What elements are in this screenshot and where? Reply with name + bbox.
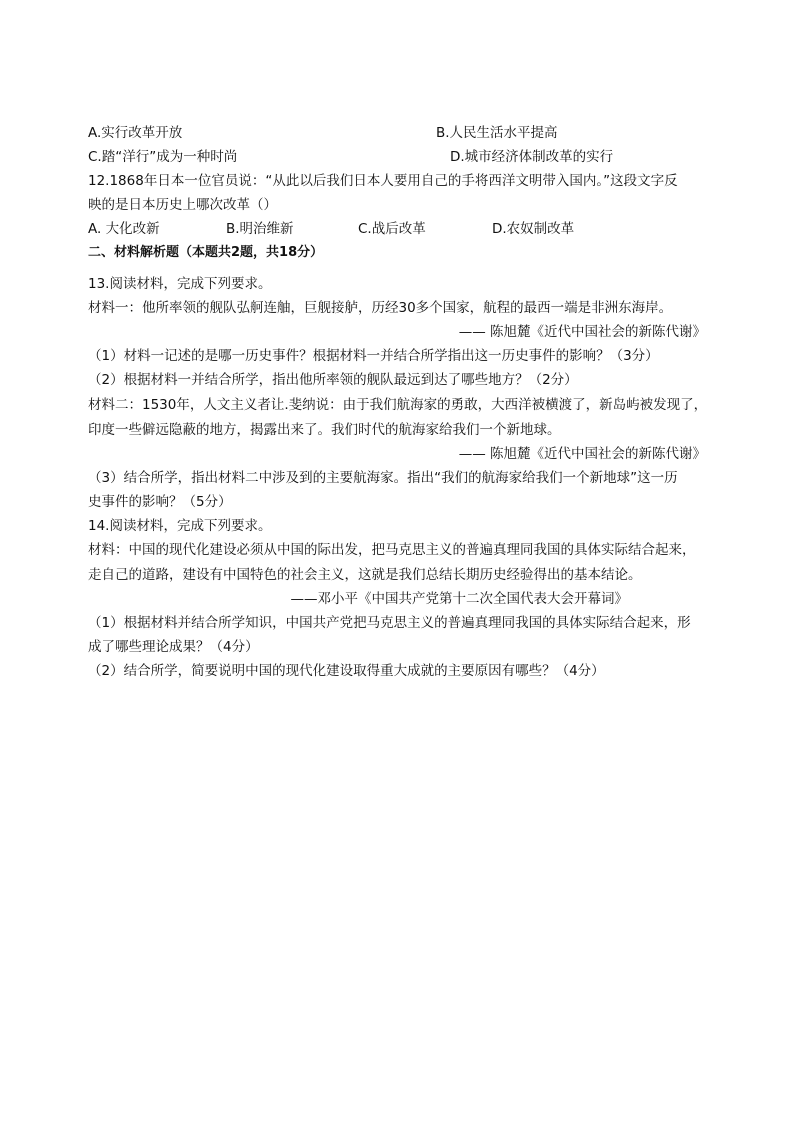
q13-intro: 13.阅读材料，完成下列要求。 [88,276,272,292]
q11-option-a: A.实行改革开放 [88,125,183,141]
q14-material-line1: 材料：中国的现代化建设必须从中国的际出发，把马克思主义的普遍真理同我国的具体实际结合起来， [88,542,696,558]
q13-source2: —— 陈旭麓《近代中国社会的新陈代谢》 [458,446,706,462]
q12-stem-line1: 12.1868年日本一位官员说：“从此以后我们日本人要用自己的手将西洋文明带入国内。”这段文字反 [88,173,678,189]
q12-option-c: C.战后改革 [358,221,426,237]
q14-subquestion1-line1: （1）根据材料并结合所学知识，中国共产党把马克思主义的普遍真理同我国的具体实际结合起来，形 [88,615,691,631]
q12-option-b: B.明治维新 [226,221,294,237]
q14-source: ——邓小平《中国共产党第十二次全国代表大会开幕词》 [290,591,628,607]
q13-material2-line1: 材料二：1530年，人文主义者让.斐纳说：由于我们航海家的勇敢，大西洋被横渡了，新岛屿被发现了， [88,397,708,413]
q14-subquestion2: （2）结合所学，简要说明中国的现代化建设取得重大成就的主要原因有哪些？（4分） [88,663,605,679]
q13-subquestion1: （1）材料一记述的是哪一历史事件？根据材料一并结合所学指出这一历史事件的影响？（3分） [88,348,659,364]
q13-source1: —— 陈旭麓《近代中国社会的新陈代谢》 [458,324,706,340]
q12-option-d: D.农奴制改革 [492,221,575,237]
q14-material-line2: 走自己的道路，建设有中国特色的社会主义，这就是我们总结长期历史经验得出的基本结论。 [88,567,642,583]
q11-option-b: B.人民生活水平提高 [436,125,558,141]
q13-material2-line2: 印度一些僻远隐蔽的地方，揭露出来了。我们时代的航海家给我们一个新地球。 [88,422,561,438]
q12-option-a: A. 大化改新 [88,221,160,237]
q13-subquestion3-line1: （3）结合所学，指出材料二中涉及到的主要航海家。指出“我们的航海家给我们一个新地球”这一历 [88,470,678,486]
section2-title: 二、材料解析题（本题共2题，共18分） [88,245,324,260]
q11-option-c: C.踏“洋行”成为一种时尚 [88,149,238,165]
q14-intro: 14.阅读材料，完成下列要求。 [88,518,272,534]
q13-material1: 材料一：他所率领的舰队弘舸连舳，巨舰接舻，历经30多个国家，航程的最西一端是非洲东海岸。 [88,300,673,316]
q14-subquestion1-line2: 成了哪些理论成果？（4分） [88,639,259,655]
q13-subquestion2: （2）根据材料一并结合所学，指出他所率领的舰队最远到达了哪些地方？（2分） [88,372,578,388]
q11-option-d: D.城市经济体制改革的实行 [450,149,614,165]
q13-subquestion3-line2: 史事件的影响？（5分） [88,494,232,510]
q12-stem-line2: 映的是日本历史上哪次改革（） [88,197,277,213]
